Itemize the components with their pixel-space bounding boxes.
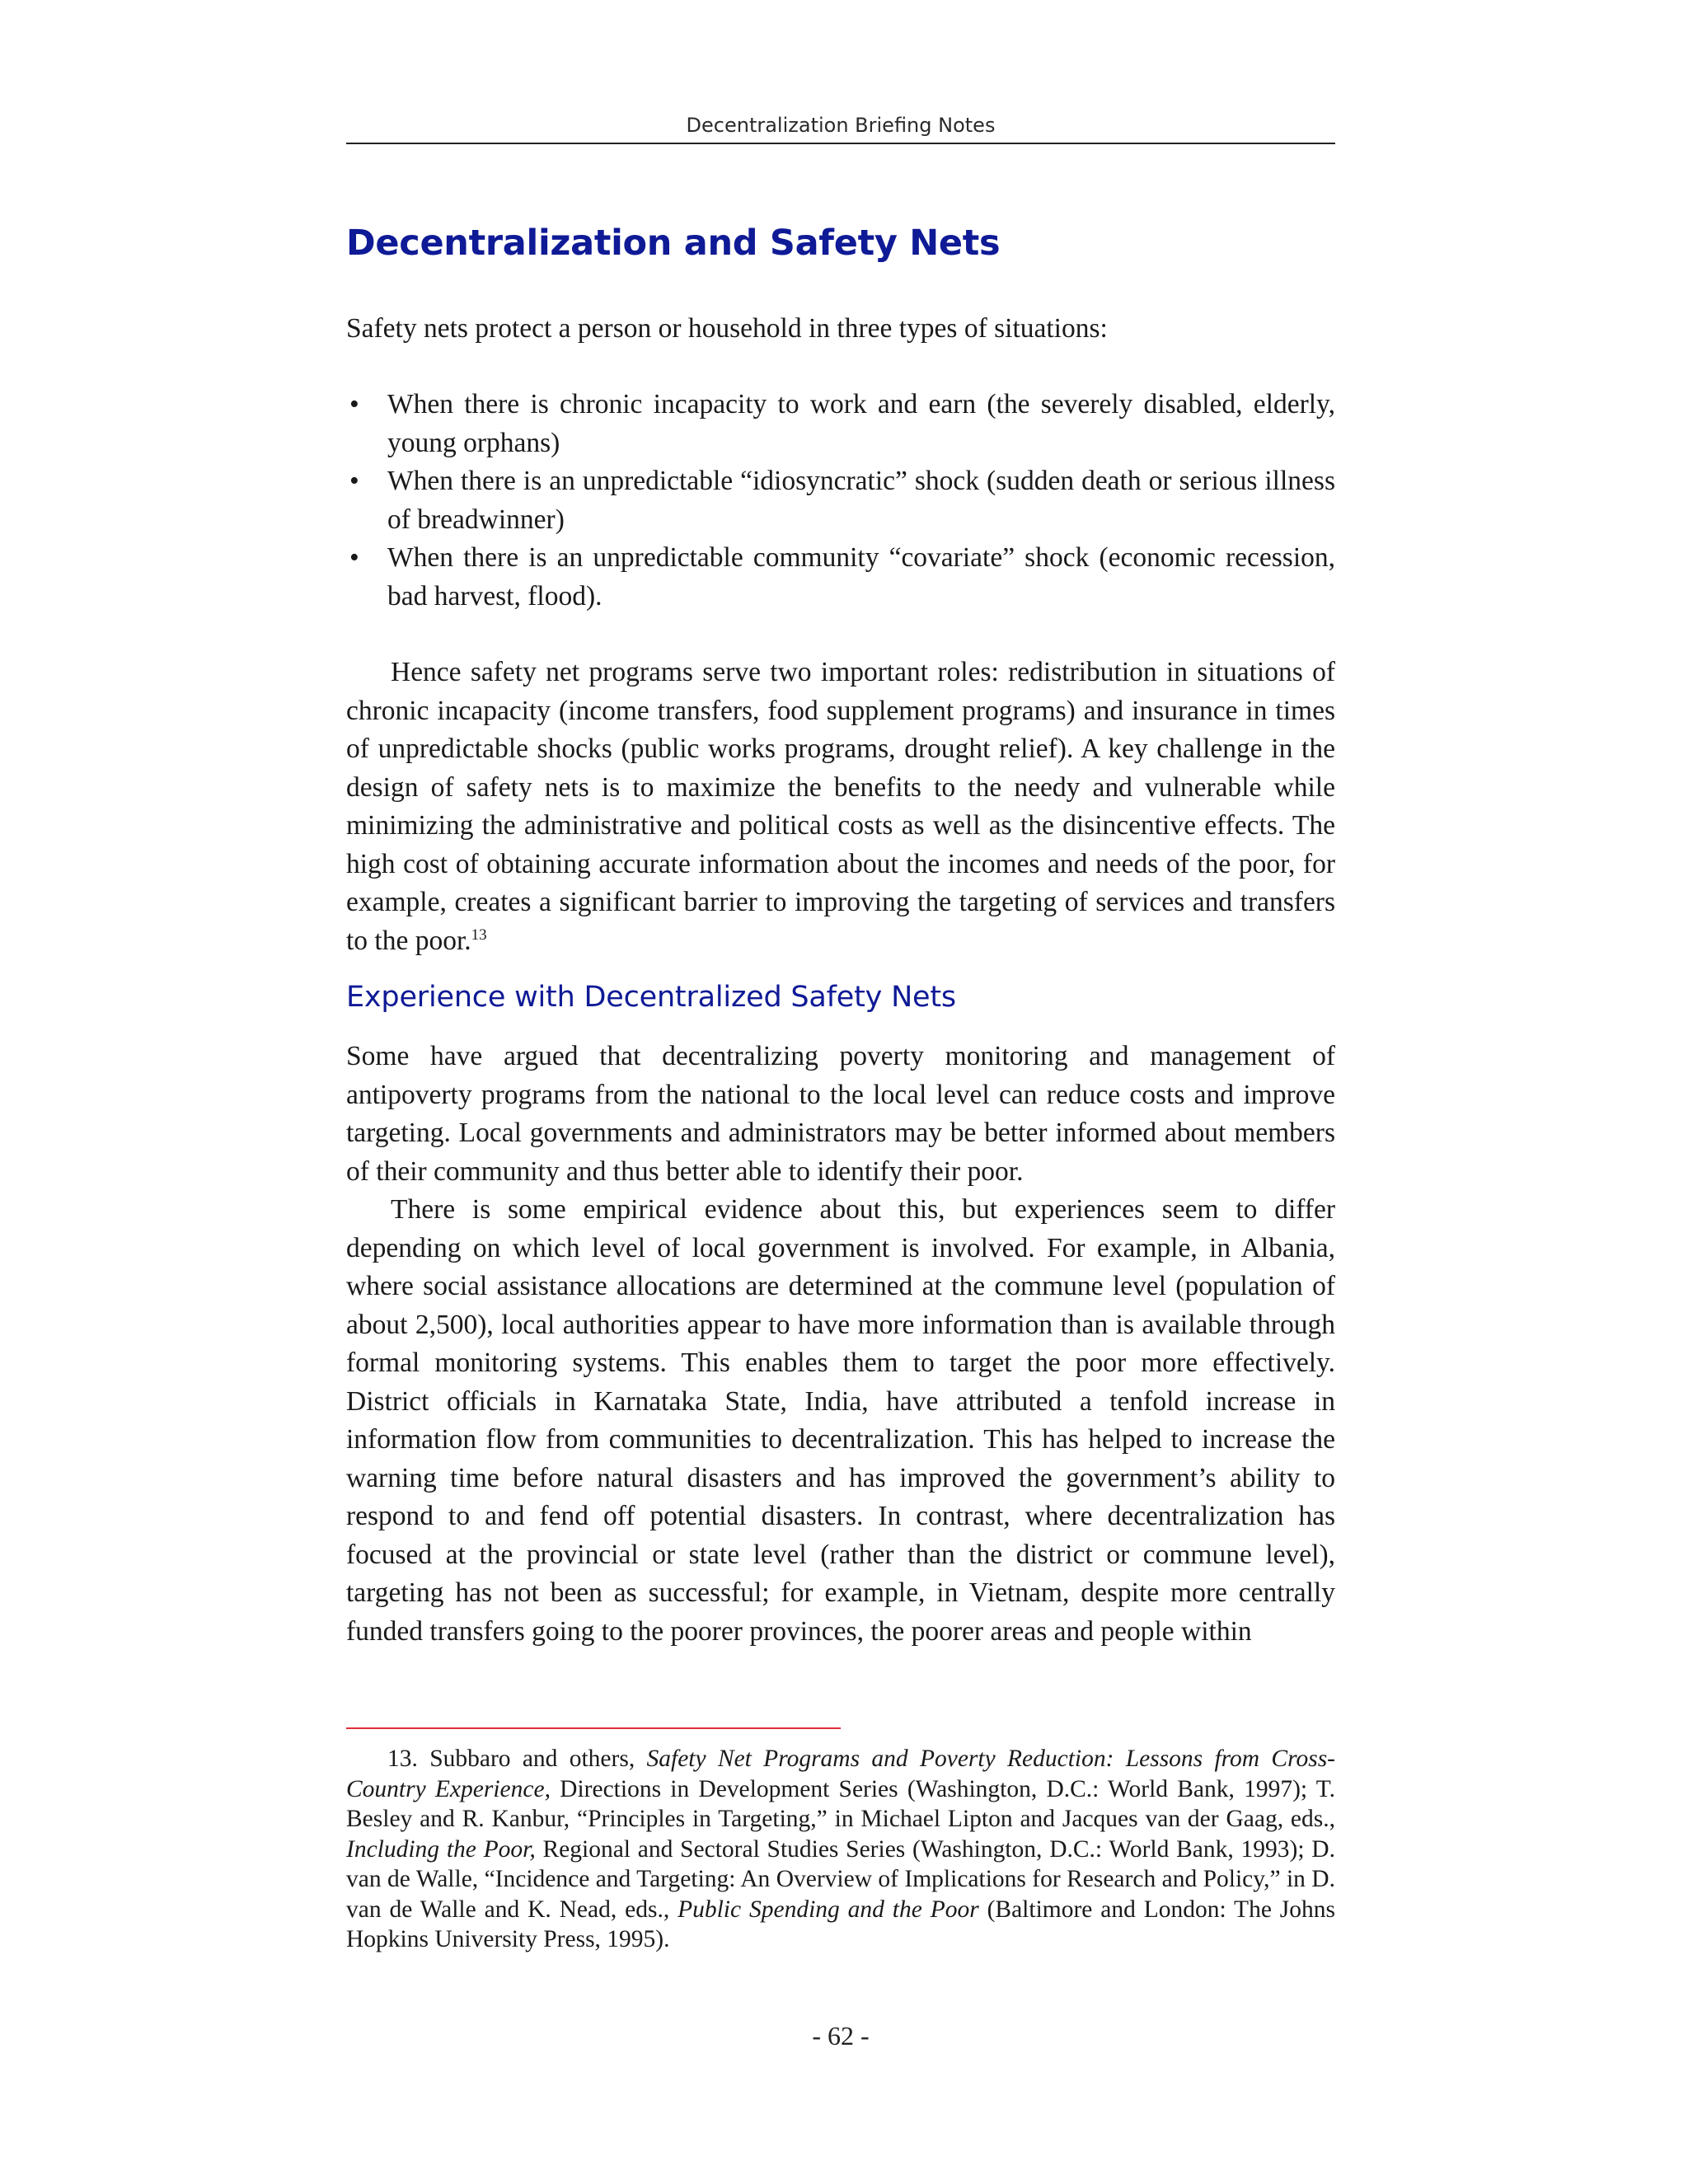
list-item	[346, 539, 1335, 616]
bullet-icon: •	[349, 542, 359, 573]
subsection-title: Experience with Decentralized Safety Nets	[346, 981, 956, 1014]
bullet-icon: •	[349, 466, 359, 496]
header-rule	[346, 143, 1335, 144]
footnote-text: Subbaro and others,	[429, 1746, 635, 1772]
footnote-number: 13.	[387, 1746, 418, 1772]
bullet-icon: •	[349, 389, 359, 419]
running-header: Decentralization Briefing Notes	[686, 114, 996, 137]
intro-paragraph: Safety nets protect a person or household in three types of situations:	[346, 313, 1108, 344]
footnote-rule	[346, 1727, 841, 1729]
list-item-text: When there is an unpredictable “idiosyncratic” shock (sudden death or serious illness of breadwinner)	[387, 466, 1335, 535]
paragraph-text: Hence safety net programs serve two important roles: redistribution in situations of chronic incapacity (income transfers, food supplement programs) and insurance in times of unpredictable shocks (public works programs, drought relief). A key challenge in the design of safety nets is to maximize the benefits to the needy and vulnerable while minimizing the administrative and political costs as well as the disincentive effects. The high cost of obtaining accurate information about the incomes and needs of the poor, for example, creates a significant barrier to improving the targeting of services and transfers to the poor.	[346, 657, 1335, 956]
list-item	[346, 386, 1335, 462]
footnote-book-title: Including the Poor,	[346, 1835, 536, 1863]
list-item	[346, 462, 1335, 539]
footnote-reference[interactable]: 13	[471, 926, 487, 944]
page-number: - 62 -	[812, 2021, 870, 2050]
footnote-text: Directions in Development Series (Washington, D.C.: World Bank, 1997); T. Besley and R. Kanbur, “Principles in Targeting,” in Michael Lipton and Jacques van der Gaag, eds.,	[346, 1775, 1335, 1832]
section-title: Decentralization and Safety Nets	[346, 223, 1001, 264]
situations-list	[346, 386, 1335, 616]
footnote-text: (Baltimore and London: The Johns Hopkins University Press, 1995).	[346, 1896, 1336, 1952]
footnote-book-title: Safety Net Programs and Poverty Reduction: Lessons from Cross-Country Experience,	[346, 1746, 1336, 1802]
list-item-text: When there is an unpredictable community “covariate” shock (economic recession, bad harvest, flood).	[387, 542, 1335, 612]
body-paragraph-evidence: There is some empirical evidence about this, but experiences seem to differ depending on which level of local government is involved. For example, in Albania, where social assistance allocations are determined at the commune level (population of about 2,500), local authorities appear to have more information than is available through formal monitoring systems. This enables them to target the poor more effectively. District officials in Karnataka State, India, have attributed a tenfold increase in information flow from communities to decentralization. This has helped to increase the warning time before natural disasters and has improved the government’s ability to respond to and fend off potential disasters. In contrast, where decentralization has focused at the provincial or state level (rather than the district or commune level), targeting has not been as successful; for example, in Vietnam, despite more centrally funded transfers going to the poorer provinces, the poorer areas and people within	[346, 1194, 1335, 1647]
body-paragraph-argument: Some have argued that decentralizing poverty monitoring and management of antipoverty programs from the national to the local level can reduce costs and improve targeting. Local governments and administrators may be better informed about members of their community and thus better able to identify their poor.	[346, 1041, 1335, 1187]
body-paragraph-roles	[346, 654, 1335, 960]
footnote-book-title: Public Spending and the Poor	[678, 1896, 979, 1923]
list-item-text: When there is chronic incapacity to work and earn (the severely disabled, elderly, young orphans)	[387, 389, 1335, 458]
footnote	[346, 1744, 1335, 1955]
footnote-text: Regional and Sectoral Studies Series (Washington, D.C.: World Bank, 1993); D. van de Walle, “Incidence and Targeting: An Overview of Implications for Research and Policy,” in D. van de Walle and K. Nead, eds.,	[346, 1835, 1335, 1923]
